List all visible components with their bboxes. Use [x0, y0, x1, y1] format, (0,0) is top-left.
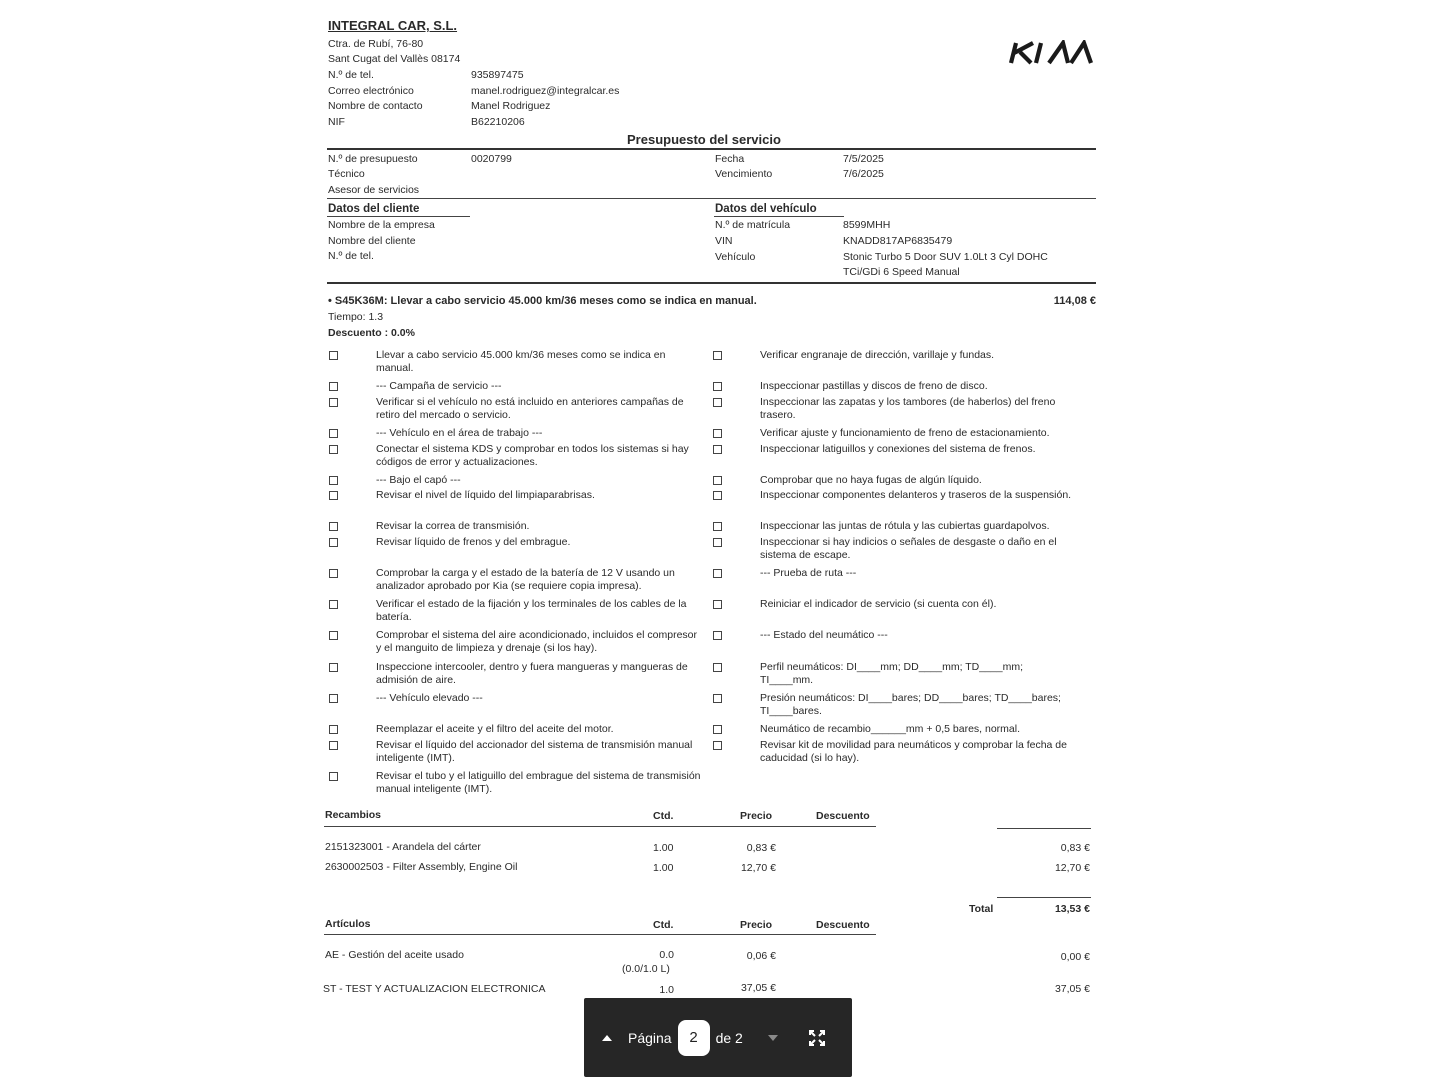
parts-col-price: Precio	[740, 810, 773, 822]
page-navigation-toolbar	[584, 998, 852, 1077]
date-label: Fecha	[715, 153, 745, 165]
checkbox[interactable]	[329, 772, 338, 781]
arrow-down-icon	[767, 1033, 779, 1043]
vin-label: VIN	[715, 235, 733, 247]
table-row-price: 12,70 €	[740, 862, 776, 874]
parts-total-label: Total	[969, 903, 994, 915]
checkbox[interactable]	[713, 522, 722, 531]
company-address-2: Sant Cugat del Vallès 08174	[328, 53, 461, 65]
service-discount: Descuento : 0.0%	[328, 327, 415, 339]
table-row-total: 0,83 €	[1060, 842, 1090, 854]
customer-phone-label: N.º de tel.	[328, 250, 374, 262]
divider	[324, 934, 876, 935]
divider	[327, 216, 470, 217]
divider	[997, 828, 1091, 829]
kia-logo-icon	[1005, 40, 1097, 66]
checklist-item: Revisar el tubo y el latiguillo del embrague del sistema de transmisión manual inteligente (IMT).	[376, 770, 701, 795]
next-page-button[interactable]	[753, 1033, 793, 1043]
checklist-item: Comprobar que no haya fugas de algún líquido.	[760, 474, 982, 486]
checklist-item: Revisar la correa de transmisión.	[376, 520, 530, 532]
table-row-total: 37,05 €	[1054, 983, 1090, 995]
checkbox[interactable]	[329, 398, 338, 407]
company-name: INTEGRAL CAR, S.L.	[328, 18, 458, 33]
checklist-item: Comprobar la carga y el estado de la batería de 12 V usando un analizador aprobado por Kia (se requiere copia impresa).	[376, 567, 675, 592]
fullscreen-icon	[809, 1030, 825, 1046]
table-row-qty: 1.00	[653, 862, 674, 874]
checkbox[interactable]	[329, 741, 338, 750]
checklist-item: Revisar líquido de frenos y del embrague.	[376, 536, 571, 548]
checkbox[interactable]	[329, 663, 338, 672]
model-label: Vehículo	[715, 251, 756, 263]
checkbox[interactable]	[713, 725, 722, 734]
checklist-item: Verificar ajuste y funcionamiento de freno de estacionamiento.	[760, 427, 1050, 439]
checkbox[interactable]	[329, 600, 338, 609]
checkbox[interactable]	[329, 476, 338, 485]
date-value: 7/5/2025	[843, 153, 884, 165]
checklist-item: Comprobar el sistema del aire acondicionado, incluidos el compresor y el manguito de limpieza y drenaje (si los hay).	[376, 629, 697, 654]
advisor-label: Asesor de servicios	[328, 184, 420, 196]
arrow-up-icon	[601, 1033, 613, 1043]
checklist-item: Conectar el sistema KDS y comprobar en todos los sistemas si hay códigos de error y actualizaciones.	[376, 443, 689, 468]
model-line-2: TCi/GDi 6 Speed Manual	[843, 266, 960, 278]
table-row-qty-note: (0.0/1.0 L)	[622, 963, 670, 975]
service-price: 114,08 €	[1053, 295, 1096, 307]
table-row-total: 0,00 €	[1060, 951, 1090, 963]
parts-col-qty: Ctd.	[653, 810, 674, 822]
articles-col-qty: Ctd.	[653, 919, 674, 931]
checklist-item: Verificar engranaje de dirección, varillaje y fundas.	[760, 349, 995, 361]
checkbox[interactable]	[329, 569, 338, 578]
checkbox[interactable]	[713, 741, 722, 750]
table-row-desc: AE - Gestión del aceite usado	[325, 949, 464, 961]
table-row-desc: 2151323001 - Arandela del cárter	[325, 841, 481, 853]
customer-company-label: Nombre de la empresa	[328, 219, 435, 231]
checklist-item: Llevar a cabo servicio 45.000 km/36 meses como se indica en manual.	[376, 349, 666, 374]
page-number-input[interactable]	[678, 1020, 710, 1056]
checklist-item: Presión neumáticos: DI____bares; DD____bares; TD____bares; TI____bares.	[760, 692, 1061, 717]
parts-col-discount: Descuento	[816, 810, 870, 822]
table-row-total: 12,70 €	[1054, 862, 1090, 874]
checklist-item: Inspeccionar si hay indicios o señales de desgaste o daño en el sistema de escape.	[760, 536, 1057, 561]
checklist-item: --- Vehículo en el área de trabajo ---	[376, 427, 543, 439]
company-phone: 935897475	[471, 69, 524, 81]
checkbox[interactable]	[713, 663, 722, 672]
document-title: Presupuesto del servicio	[627, 132, 781, 147]
company-nif-label: NIF	[328, 116, 345, 128]
checklist-item: --- Campaña de servicio ---	[376, 380, 502, 392]
checklist-item: Verificar si el vehículo no está incluido en anteriores campañas de retiro del mercado o servicio.	[376, 396, 684, 421]
checklist-item: Revisar el nivel de líquido del limpiaparabrisas.	[376, 489, 595, 501]
checklist-item: Revisar kit de movilidad para neumáticos y comprobar la fecha de caducidad (si lo hay).	[760, 739, 1067, 764]
checklist-item: Inspeccione intercooler, dentro y fuera mangueras y mangueras de admisión de aire.	[376, 661, 688, 686]
page-count: de 2	[715, 1029, 743, 1046]
divider	[324, 826, 876, 827]
checklist-item: Inspeccionar las juntas de rótula y las cubiertas guardapolvos.	[760, 520, 1050, 532]
parts-heading: Recambios	[325, 809, 382, 821]
checkbox[interactable]	[713, 600, 722, 609]
checkbox[interactable]	[329, 445, 338, 454]
company-email: manel.rodriguez@integralcar.es	[471, 85, 620, 97]
checklist-item: --- Estado del neumático ---	[760, 629, 888, 641]
checklist-item: Reiniciar el indicador de servicio (si cuenta con él).	[760, 598, 997, 610]
checkbox[interactable]	[713, 382, 722, 391]
checkbox[interactable]	[713, 398, 722, 407]
service-time: Tiempo: 1.3	[328, 311, 384, 323]
table-row-price: 0,06 €	[746, 950, 776, 962]
previous-page-button[interactable]	[586, 1033, 628, 1043]
checklist-item: --- Vehículo elevado ---	[376, 692, 483, 704]
divider	[327, 198, 1096, 199]
checkbox[interactable]	[713, 445, 722, 454]
checkbox[interactable]	[329, 491, 338, 500]
company-phone-label: N.º de tel.	[328, 69, 374, 81]
checklist-item: Neumático de recambio______mm + 0,5 bares, normal.	[760, 723, 1021, 735]
table-row-desc: ST - TEST Y ACTUALIZACION ELECTRONICA	[323, 983, 546, 995]
company-address-1: Ctra. de Rubí, 76-80	[328, 38, 424, 50]
company-email-label: Correo electrónico	[328, 85, 414, 97]
checkbox[interactable]	[713, 538, 722, 547]
due-value: 7/6/2025	[843, 168, 884, 180]
checklist-item: --- Bajo el capó ---	[376, 474, 461, 486]
company-contact-label: Nombre de contacto	[328, 100, 423, 112]
checkbox[interactable]	[713, 429, 722, 438]
divider	[327, 282, 1096, 284]
checkbox[interactable]	[329, 429, 338, 438]
checkbox[interactable]	[713, 569, 722, 578]
checklist-item: Reemplazar el aceite y el filtro del aceite del motor.	[376, 723, 614, 735]
due-label: Vencimiento	[715, 168, 773, 180]
service-title: • S45K36M: Llevar a cabo servicio 45.000 km/36 meses como se indica en manual.	[328, 295, 757, 307]
vin-value: KNADD817AP6835479	[843, 235, 953, 247]
checkbox[interactable]	[713, 351, 722, 360]
table-row-price: 37,05 €	[740, 982, 776, 994]
vehicle-heading: Datos del vehículo	[715, 203, 817, 215]
divider	[997, 897, 1091, 898]
page-label: Página	[628, 1029, 672, 1046]
table-row-qty: 1.00	[653, 842, 674, 854]
divider	[327, 148, 1096, 150]
company-contact: Manel Rodriguez	[471, 100, 551, 112]
checklist-item: Revisar el líquido del accionador del sistema de transmisión manual inteligente (IMT).	[376, 739, 693, 764]
checklist-item: --- Prueba de ruta ---	[760, 567, 857, 579]
checkbox[interactable]	[329, 631, 338, 640]
checklist-item: Perfil neumáticos: DI____mm; DD____mm; TD____mm; TI____mm.	[760, 661, 1023, 686]
checkbox[interactable]	[329, 351, 338, 360]
technician-label: Técnico	[328, 168, 365, 180]
checkbox[interactable]	[329, 382, 338, 391]
checklist-item: Inspeccionar latiguillos y conexiones del sistema de frenos.	[760, 443, 1036, 455]
plate-value: 8599MHH	[843, 219, 891, 231]
customer-heading: Datos del cliente	[328, 203, 420, 215]
checkbox[interactable]	[713, 694, 722, 703]
articles-col-price: Precio	[740, 919, 773, 931]
checkbox[interactable]	[329, 694, 338, 703]
articles-col-discount: Descuento	[816, 919, 870, 931]
table-row-qty: 0.0	[659, 949, 674, 961]
model-line-1: Stonic Turbo 5 Door SUV 1.0Lt 3 Cyl DOHC	[843, 251, 1048, 263]
table-row-desc: 2630002503 - Filter Assembly, Engine Oil	[325, 861, 518, 873]
checkbox[interactable]	[329, 522, 338, 531]
plate-label: N.º de matrícula	[715, 219, 791, 231]
table-row-price: 0,83 €	[746, 842, 776, 854]
quote-number-label: N.º de presupuesto	[328, 153, 418, 165]
checkbox[interactable]	[329, 538, 338, 547]
checkbox[interactable]	[713, 476, 722, 485]
divider	[714, 216, 844, 217]
checklist-item: Inspeccionar componentes delanteros y traseros de la suspensión.	[760, 489, 1072, 501]
checkbox[interactable]	[713, 491, 722, 500]
articles-heading: Artículos	[325, 918, 371, 930]
checklist-item: Verificar el estado de la fijación y los terminales de los cables de la batería.	[376, 598, 687, 623]
checkbox[interactable]	[713, 631, 722, 640]
checklist-item: Inspeccionar pastillas y discos de freno de disco.	[760, 380, 988, 392]
checkbox[interactable]	[329, 725, 338, 734]
quote-number: 0020799	[471, 153, 512, 165]
checklist-item: Inspeccionar las zapatas y los tambores (de haberlos) del freno trasero.	[760, 396, 1056, 421]
company-nif: B62210206	[471, 116, 525, 128]
parts-total: 13,53 €	[1054, 903, 1090, 915]
customer-name-label: Nombre del cliente	[328, 235, 416, 247]
fullscreen-button[interactable]	[797, 1030, 837, 1046]
table-row-qty: 1.0	[659, 984, 674, 996]
